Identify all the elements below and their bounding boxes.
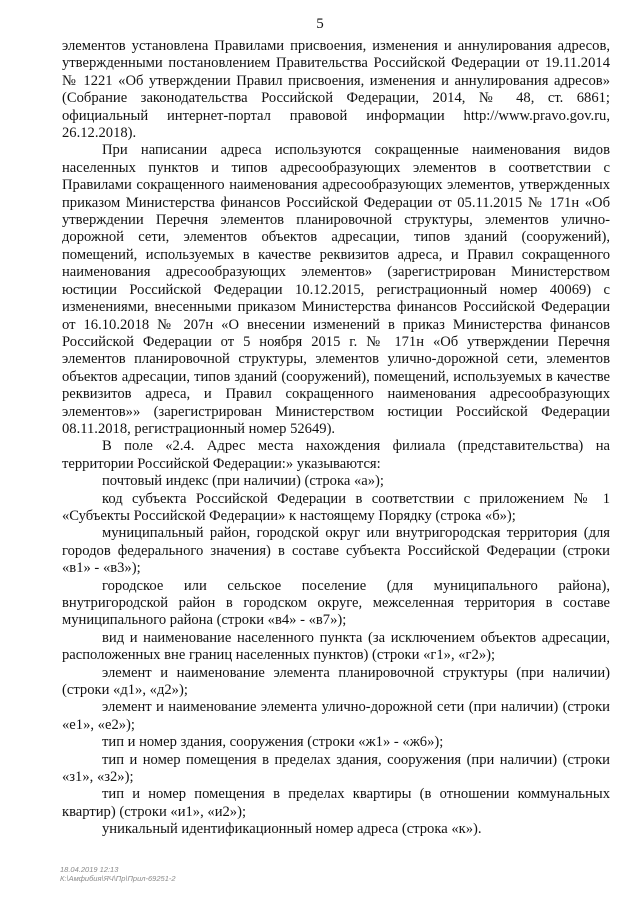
list-item: элемент и наименование элемента планировочной структуры (при наличии) (строки «д1», «д2»);: [62, 664, 610, 699]
list-item: муниципальный район, городской округ или внутригородская территория (для городов федерального значения) в составе субъекта Российской Федерации (строки «в1» - «в3»);: [62, 525, 610, 577]
paragraph: При написании адреса используются сокращенные наименования видов населенных пунктов и типов адресообразующих элементов в соответствии с Правилами сокращенного наименования адресообразующих элементов, утвержденных приказом Министерства финансов Российской Федерации от 05.11.2015 № 171н «Об утверждении Перечня элементов планировочной структуры, элементов улично-дорожной сети, элементов объектов адресации, типов зданий (сооружений), помещений, используемых в качестве реквизитов адреса, и Правил сокращенного наименования адресообразующих элементов» (зарегистрирован Министерством юстиции Российской Федерации 10.12.2015, регистрационный номер 40069) с изменениями, внесенными приказом Министерства финансов Российской Федерации от 16.10.2018 № 207н «О внесении изменений в приказ Министерства финансов Российской Федерации от 5 ноября 2015 г. № 171н «Об утверждении Перечня элементов планировочной структуры, элементов улично-дорожной сети, элементов объектов адресации, типов зданий (сооружений), помещений, используемых в качестве реквизитов адреса, и Правил сокращенного наименования адресообразующих элементов»» (зарегистрирован Министерством юстиции Российской Федерации 08.11.2018, регистрационный номер 52649).: [62, 142, 610, 437]
list-item: тип и номер помещения в пределах квартиры (в отношении коммунальных квартир) (строки «и1», «и2»);: [62, 786, 610, 820]
list-item: элемент и наименование элемента улично-дорожной сети (при наличии) (строки «е1», «е2»);: [62, 699, 610, 733]
list-item: почтовый индекс (при наличии) (строка «а»);: [102, 473, 384, 490]
list-item: городское или сельское поселение (для муниципального района), внутригородской район в городском округе, межселенная территория в составе муниципального района (строки «в4» - «в7»);: [62, 577, 610, 629]
list-item: тип и номер здания, сооружения (строки «ж1» - «ж6»);: [102, 734, 444, 751]
paragraph: В поле «2.4. Адрес места нахождения филиала (представительства) на территории Российской Федерации:» указываются:: [62, 438, 610, 472]
list-item: уникальный идентификационный номер адреса (строка «к»).: [102, 821, 482, 838]
file-footer: [60, 865, 176, 883]
list-item: код субъекта Российской Федерации в соответствии с приложением № 1 «Субъекты Российской Федерации» к настоящему Порядку (строка «б»);: [62, 490, 610, 524]
document-body: [62, 38, 610, 839]
footer-file-path: К:\Амфибия\ЯЧ\Пр\Прил-69251-2: [60, 874, 176, 883]
list-item: тип и номер помещения в пределах здания, сооружения (при наличии) (строки «з1», «з2»);: [62, 751, 610, 786]
paragraph: элементов установлена Правилами присвоения, изменения и аннулирования адресов, утвержденными постановлением Правительства Российской Федерации от 19.11.2014 № 1221 «Об утверждении Правил присвоения, изменения и аннулирования адресов» (Собрание законодательства Российской Федерации, 2014, № 48, ст. 6861; официальный интернет-портал правовой информации http://www.pravo.gov.ru, 26.12.2018).: [62, 38, 610, 142]
footer-timestamp: 18.04.2019 12:13: [60, 865, 119, 874]
page-number: 5: [316, 16, 324, 32]
list-item: вид и наименование населенного пункта (за исключением объектов адресации, расположенных вне границ населенных пунктов) (строки «г1», «г2»);: [62, 629, 610, 664]
